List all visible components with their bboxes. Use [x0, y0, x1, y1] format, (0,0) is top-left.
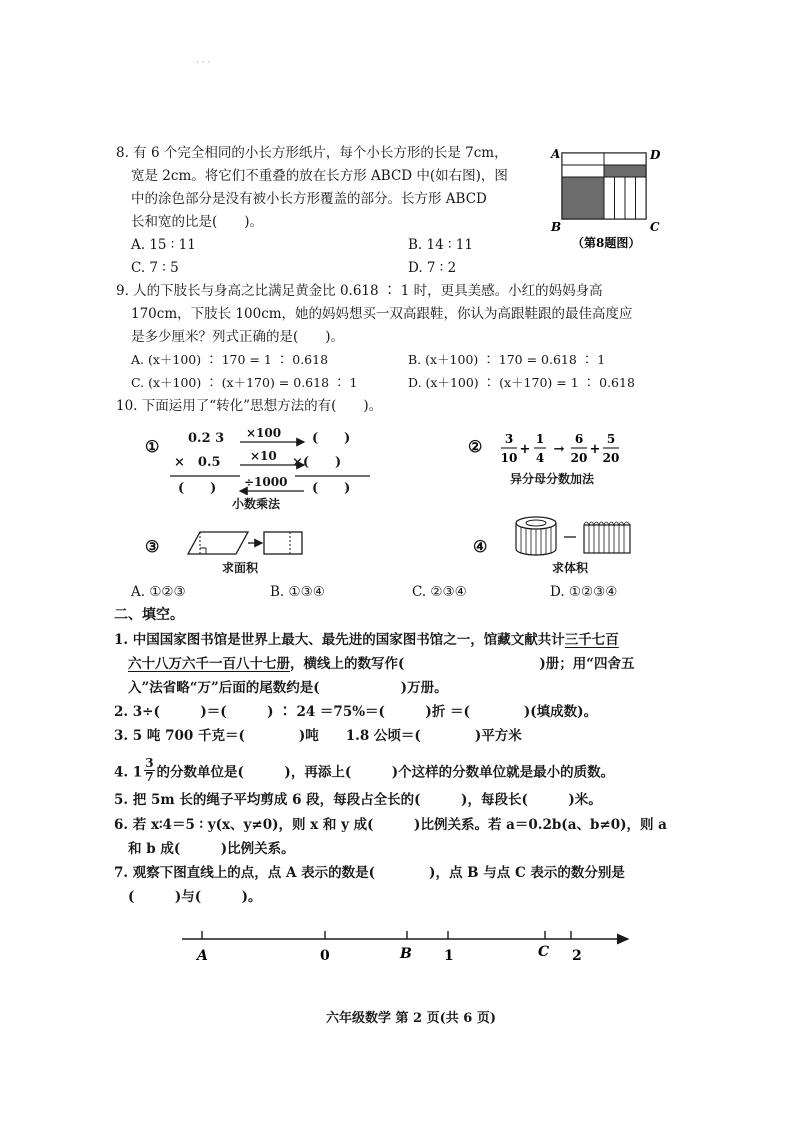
- rectangle: [264, 532, 302, 554]
- times-100-label: ×100: [246, 426, 282, 440]
- frac-1-den: 10: [500, 451, 518, 465]
- fraction-addition: [498, 429, 630, 469]
- section-2-title: 二、填空。: [114, 607, 184, 623]
- figure-4-caption: 求体积: [552, 561, 589, 575]
- small-rect-left-horizontal: [562, 165, 604, 177]
- shaded-area-top: [604, 165, 646, 177]
- point-c-label: C: [538, 944, 550, 960]
- fill-q7-line-1: 7. 观察下图直线上的点，点 A 表示的数是( )，点 B 与点 C 表示的数分别是: [114, 865, 625, 881]
- mult-row-3: ( ): [178, 481, 217, 496]
- vertical-rect-4: [636, 177, 647, 219]
- point-b-label: B: [400, 946, 412, 962]
- parallelogram: [188, 532, 248, 554]
- q10-option-d: D. ①②③④: [550, 584, 618, 600]
- label-a: A: [551, 147, 561, 161]
- vertical-rect-2: [615, 177, 626, 219]
- fill-q6-line-1: 6. 若 x∶4＝5 ∶ y(x、y≠0)，则 x 和 y 成( )比例关系。若 a＝0.2b(a、b≠0)，则 a: [114, 817, 667, 833]
- q8-line-2: 宽是 2cm。将它们不重叠的放在长方形 ABCD 中(如右图)，图: [131, 168, 508, 184]
- mixed-fraction-numerator: 3: [145, 756, 154, 770]
- cuboid: [584, 525, 630, 553]
- cylinder-slices: [521, 527, 551, 555]
- q10-stem: 10. 下面运用了“转化”思想方法的有( )。: [116, 398, 383, 414]
- small-rect-top-right: [604, 153, 646, 165]
- fill-q2: 2. 3÷( )＝( ) ∶ 24 ＝75%＝( )折 ＝( )(填成数)。: [114, 704, 598, 720]
- figure-caption: （第8题图）: [572, 236, 641, 250]
- label-b: B: [551, 220, 562, 234]
- label-d: D: [650, 148, 661, 162]
- frac-4-num: 5: [606, 432, 616, 446]
- q9-option-a: A. (x＋100) ∶ 170 = 1 ∶ 0.618: [131, 352, 329, 367]
- scan-mark: · · ·: [196, 58, 211, 68]
- mult-row-1: 0.2 3: [188, 431, 225, 446]
- marker-4: ④: [473, 537, 488, 556]
- q8-rectangle-figure: [548, 143, 666, 253]
- q9-line-1: 9. 人的下肢长与身高之比满足黄金比 0.618 ∶ 1 时，更具美感。小红的妈妈身高: [116, 283, 603, 299]
- frac-2-den: 4: [535, 451, 545, 465]
- shaded-area-left: [562, 177, 604, 219]
- q8-line-3: 中的涂色部分是没有被小长方形覆盖的部分。长方形 ABCD: [131, 191, 487, 207]
- vertical-rect-3: [625, 177, 636, 219]
- q10-option-c: C. ②③④: [412, 584, 467, 600]
- two-label: 2: [572, 948, 582, 964]
- mixed-fraction-denominator: 7: [145, 769, 154, 784]
- q8-option-a: A. 15 ∶ 11: [131, 237, 196, 253]
- fill-q1-line-1: 1. 中国国家图书馆是世界上最大、最先进的国家图书馆之一，馆藏文献共计三千七百: [114, 632, 619, 648]
- prod-row-2: ×( ): [292, 455, 342, 470]
- frac-3-den: 20: [570, 451, 588, 465]
- divide-1000-label: ÷1000: [244, 475, 288, 489]
- fill-q1-line-3: 入”法省略“万”后面的尾数约是( )万册。: [128, 680, 448, 696]
- marker-2: ②: [468, 437, 483, 456]
- convert-arrow: →: [553, 442, 565, 457]
- plus-1: +: [519, 442, 531, 457]
- q8-option-b: B. 14 ∶ 11: [408, 237, 473, 253]
- small-rect-top-left: [562, 153, 604, 165]
- parallelogram-to-rectangle: [186, 529, 308, 559]
- figure-2-caption: 异分母分数加法: [510, 472, 595, 486]
- q9-line-2: 170cm，下肢长 100cm，她的妈妈想买一双高跟鞋，你认为高跟鞋跟的最佳高度应: [131, 306, 633, 322]
- mult-row-2: × 0.5: [174, 455, 221, 470]
- page-footer: 六年级数学 第 2 页(共 6 页): [326, 1011, 497, 1026]
- q8-line-4: 长和宽的比是( )。: [131, 214, 264, 230]
- fill-q5: 5. 把 5m 长的绳子平均剪成 6 段，每段占全长的( )，每段长( )米。: [114, 792, 602, 808]
- underlined-number-part-1: 三千七百: [564, 632, 619, 648]
- prod-row-3: ( ): [312, 481, 351, 496]
- frac-1-num: 3: [504, 432, 514, 446]
- q9-option-c: C. (x＋100) ∶ (x＋170) = 0.618 ∶ 1: [131, 375, 358, 390]
- marker-3: ③: [145, 537, 160, 556]
- number-line: [170, 925, 640, 970]
- cylinder-to-cuboid: [508, 515, 638, 557]
- fill-q4: 4. 1 $\frac{3}{7}$ 的分数单位是( )，再添上( )个这样的分数单位就是最小的质数。: [114, 756, 615, 784]
- frac-2-num: 1: [535, 432, 545, 446]
- underlined-number-part-2: 六十八万六千一百八十七册: [128, 656, 290, 672]
- figure-3-caption: 求面积: [222, 561, 259, 575]
- q10-option-b: B. ①③④: [270, 584, 325, 600]
- q8-line-1: 8. 有 6 个完全相同的小长方形纸片，每个小长方形的长是 7cm，: [116, 145, 508, 161]
- q9-line-3: 是多少厘米？列式正确的是( )。: [131, 329, 345, 345]
- q9-option-b: B. (x＋100) ∶ 170 = 0.618 ∶ 1: [408, 352, 606, 367]
- q8-option-d: D. 7 ∶ 2: [408, 260, 457, 276]
- fill-q3: 3. 5 吨 700 千克＝( )吨 1.8 公顷＝( )平方米: [114, 728, 522, 744]
- multiplication-diagram: [170, 425, 380, 495]
- label-c: C: [650, 220, 660, 234]
- point-a-label: A: [197, 948, 208, 964]
- fill-q6-line-2: 和 b 成( )比例关系。: [128, 841, 295, 857]
- q9-option-d: D. (x＋100) ∶ (x＋170) = 1 ∶ 0.618: [408, 375, 635, 390]
- fill-q7-line-2: ( )与( )。: [128, 889, 262, 905]
- figure-1-caption: 小数乘法: [232, 497, 281, 511]
- times-10-label: ×10: [250, 449, 277, 463]
- one-label: 1: [444, 948, 454, 964]
- zero-label: 0: [320, 948, 330, 964]
- marker-1: ①: [145, 437, 160, 456]
- plus-2: +: [589, 442, 601, 457]
- prod-row-1: ( ): [312, 431, 351, 446]
- frac-4-den: 20: [602, 451, 620, 465]
- vertical-rect-1: [604, 177, 615, 219]
- q10-option-a: A. ①②③: [131, 584, 186, 600]
- q8-option-c: C. 7 ∶ 5: [131, 260, 179, 276]
- fill-q1-line-2: 六十八万六千一百八十七册，横线上的数写作( )册；用“四舍五: [128, 656, 635, 672]
- frac-3-num: 6: [574, 432, 584, 446]
